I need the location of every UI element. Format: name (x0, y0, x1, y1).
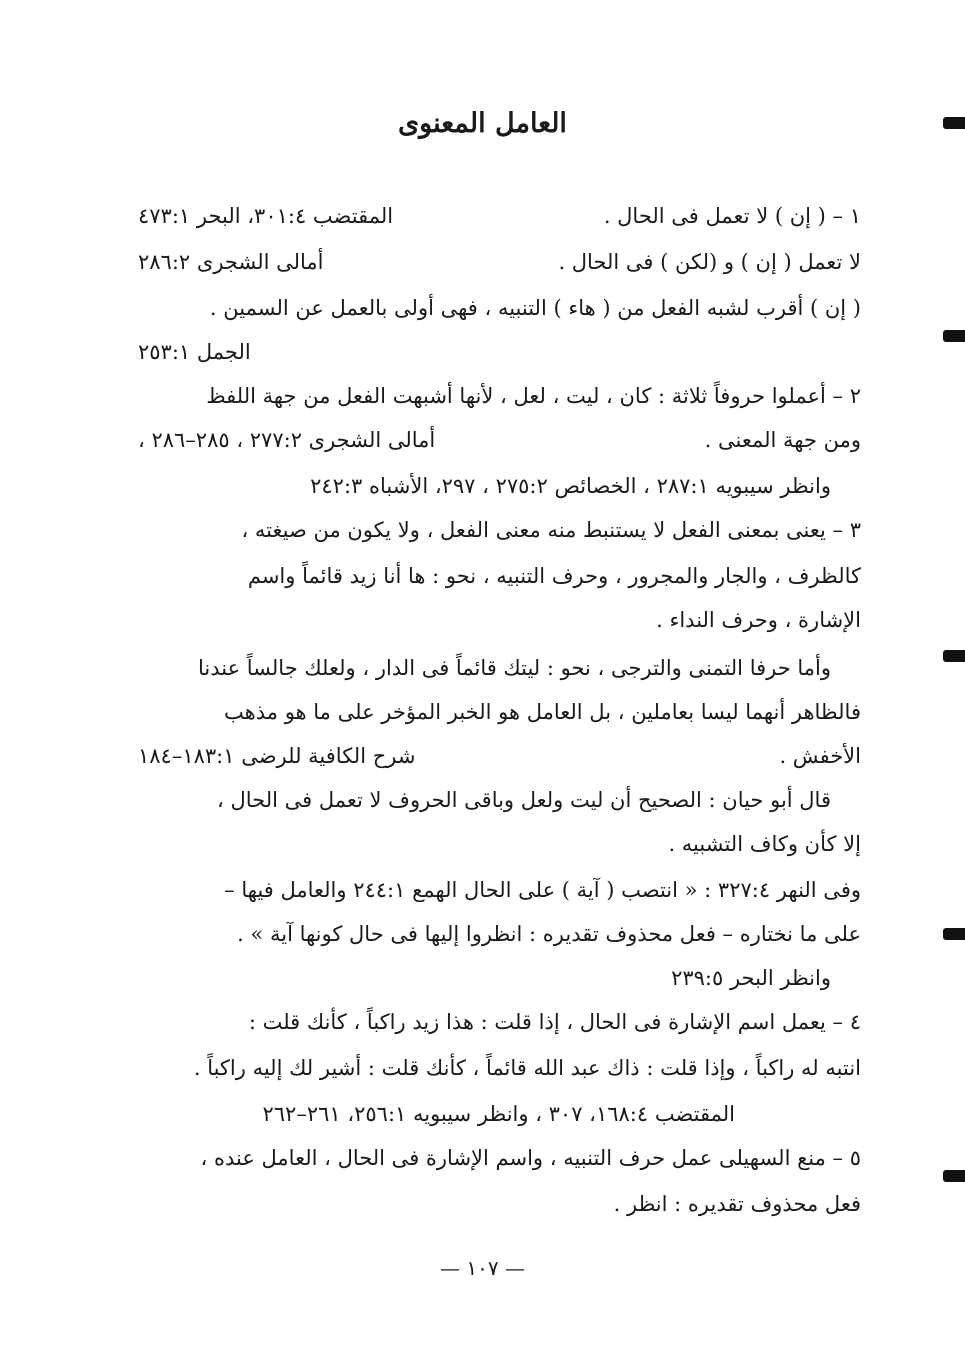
scan-edge-mark (943, 1170, 965, 1182)
text-line (138, 242, 861, 282)
text-line (138, 466, 861, 506)
text-line (138, 600, 861, 640)
text-line (138, 1048, 861, 1088)
line-text: قال أبو حيان : الصحيح أن ليت ولعل وباقى الحروف لا تعمل فى الحال ، (217, 788, 831, 812)
text-line (138, 824, 861, 864)
scan-edge-mark (943, 117, 965, 129)
line-reference: أمالى الشجرى ٢٧٧:٢ ، ٢٨٥–٢٨٦ ، (138, 428, 436, 452)
line-reference: الجمل ٢٥٣:١ (138, 340, 251, 364)
text-line (138, 1138, 861, 1178)
text-line (138, 958, 861, 998)
line-text: المقتضب ١٦٨:٤، ٣٠٧ ، وانظر سيبويه ٢٥٦:١، ٢٦١–٢٦٢ (262, 1102, 735, 1126)
text-line (138, 510, 861, 550)
text-line (138, 288, 861, 328)
text-line (138, 376, 861, 416)
line-text: ٤ – يعمل اسم الإشارة فى الحال ، إذا قلت : هذا زيد راكباً ، كأنك قلت : (248, 1010, 861, 1034)
text-line (138, 332, 861, 372)
line-text: وأما حرفا التمنى والترجى ، نحو : ليتك قائماً فى الدار ، ولعلك جالساً عندنا (197, 656, 831, 680)
line-text: على ما نختاره – فعل محذوف تقديره : انظروا إليها فى حال كونها آية » . (237, 922, 861, 946)
line-text: لا تعمل ( إن ) و (لكن ) فى الحال . (558, 250, 861, 274)
line-text: وانظر البحر ٢٣٩:٥ (671, 966, 831, 990)
line-text: فالظاهر أنهما ليسا بعاملين ، بل العامل هو الخبر المؤخر على ما هو مذهب (224, 700, 861, 724)
text-line (138, 736, 861, 776)
scan-edge-mark (943, 650, 965, 662)
line-text: وفى النهر ٣٢٧:٤ : « انتصب ( آية ) على الحال الهمع ٢٤٤:١ والعامل فيها – (224, 878, 861, 902)
line-text: ١ – ( إن ) لا تعمل فى الحال . (603, 204, 861, 228)
page-number: — ١٠٧ — (440, 1256, 525, 1280)
text-line (138, 648, 861, 688)
line-text: الإشارة ، وحرف النداء . (656, 608, 861, 632)
text-line (138, 870, 861, 910)
text-line (138, 1002, 861, 1042)
page-title: العامل المعنوى (398, 108, 567, 139)
scan-edge-mark (943, 928, 965, 940)
text-line (138, 692, 861, 732)
line-text: ومن جهة المعنى . (704, 428, 861, 452)
text-line (138, 196, 861, 236)
text-line (138, 556, 861, 596)
line-text: ٥ – منع السهيلى عمل حرف التنبيه ، واسم الإشارة فى الحال ، العامل عنده ، (200, 1146, 861, 1170)
line-text: ٣ – يعنى بمعنى الفعل لا يستنبط منه معنى الفعل ، ولا يكون من صيغته ، (241, 518, 861, 542)
line-text: ٢ – أعملوا حروفاً ثلاثة : كان ، ليت ، لعل ، لأنها أشبهت الفعل من جهة اللفظ (206, 384, 861, 408)
line-reference: المقتضب ٣٠١:٤، البحر ٤٧٣:١ (138, 204, 394, 228)
scan-edge-mark (943, 330, 965, 342)
line-text: الأخفش . (779, 744, 861, 768)
line-reference: أمالى الشجرى ٢٨٦:٢ (138, 250, 324, 274)
text-line (138, 914, 861, 954)
line-text: فعل محذوف تقديره : انظر . (613, 1192, 861, 1216)
line-reference: شرح الكافية للرضى ١٨٣:١–١٨٤ (138, 744, 416, 768)
line-text: وانظر سيبويه ٢٨٧:١ ، الخصائص ٢٧٥:٢ ، ٢٩٧، الأشباه ٢٤٢:٣ (310, 474, 831, 498)
line-text: انتبه له راكباً ، وإذا قلت : ذاك عبد الله قائماً ، كأنك قلت : أشير لك إليه راكباً . (193, 1056, 861, 1080)
line-text: إلا كأن وكاف التشبيه . (668, 832, 861, 856)
line-text: ( إن ) أقرب لشبه الفعل من ( هاء ) التنبيه ، فهى أولى بالعمل عن السمين . (209, 296, 861, 320)
text-line (138, 1184, 861, 1224)
line-text: كالظرف ، والجار والمجرور ، وحرف التنبيه ، نحو : ها أنا زيد قائماً واسم (247, 564, 861, 588)
text-line (138, 420, 861, 460)
text-line (138, 1094, 861, 1134)
text-line (138, 780, 861, 820)
